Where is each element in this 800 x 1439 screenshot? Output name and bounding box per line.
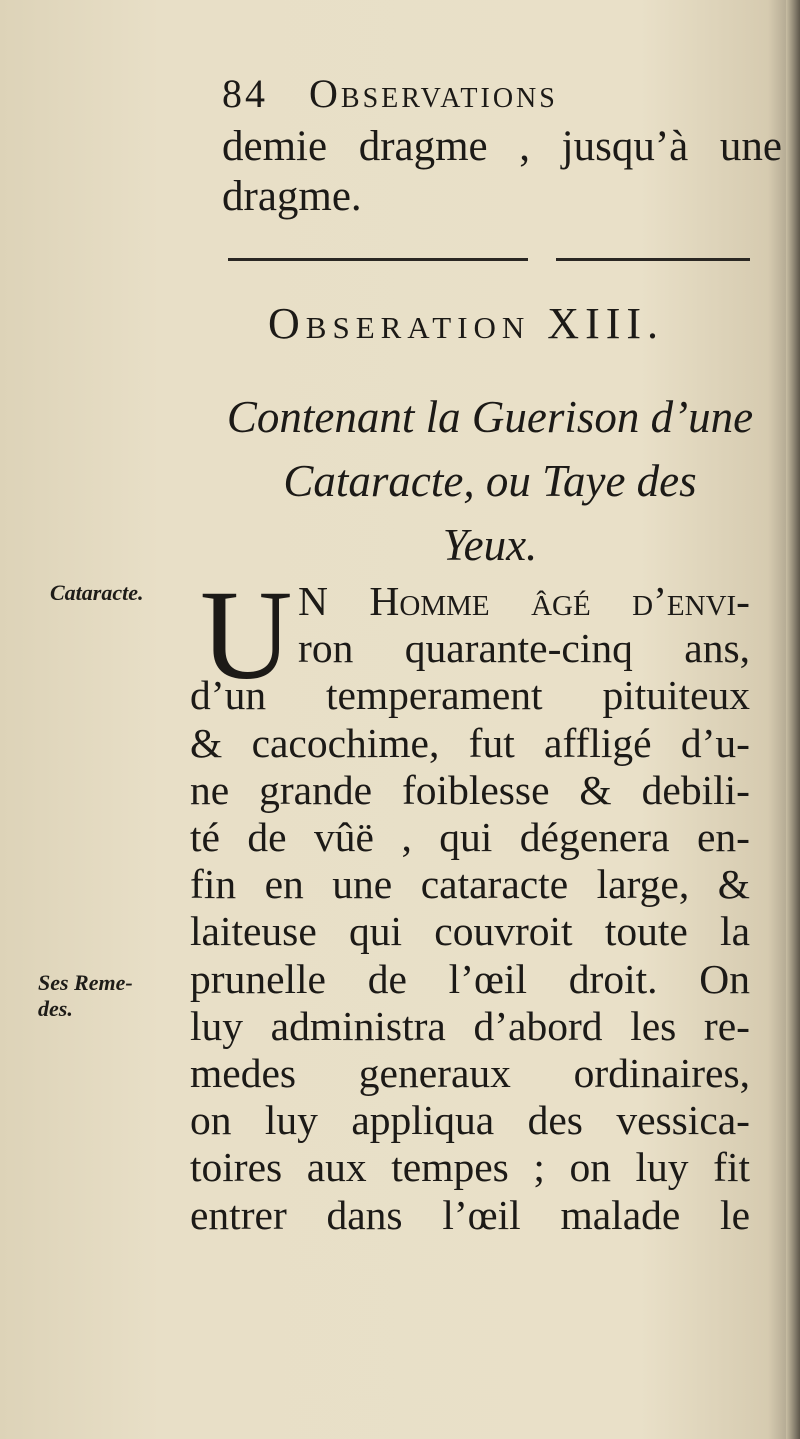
section-rule-left: [228, 258, 528, 261]
carryover-text: [222, 122, 782, 222]
body-line: entrer dans l’œil malade le: [190, 1191, 750, 1238]
subtitle-line-3: Yeux.: [442, 520, 538, 570]
observation-subtitle: [200, 385, 780, 577]
running-header: [222, 70, 782, 117]
running-title: Observations: [309, 71, 558, 116]
book-spine-shadow: [786, 0, 800, 1439]
body-line: d’un temperament pituiteux: [190, 672, 750, 719]
body-text: [190, 564, 750, 1239]
observation-heading: Obseration XIII.: [268, 299, 665, 348]
margin-note-remedes: [38, 970, 133, 1022]
body-line: & cacochime, fut affligé d’u-: [190, 719, 750, 766]
body-line: fin en une cataracte large, &: [190, 861, 750, 908]
carryover-line-1: demie dragme , jusqu’à une: [222, 123, 782, 170]
body-line: toires aux tempes ; on luy fit: [190, 1144, 750, 1191]
margin-note-cataracte: Cataracte.: [50, 580, 144, 605]
carryover-line-2: dragme.: [222, 173, 362, 220]
body-line: prunelle de l’œil droit. On: [190, 955, 750, 1002]
margin-note-remedes-line-1: Ses Reme-: [38, 970, 133, 995]
body-line: ron quarante-cinq ans,: [298, 625, 750, 672]
body-line: luy administra d’abord les re-: [190, 1002, 750, 1049]
body-line: medes generaux ordinaires,: [190, 1050, 750, 1097]
drop-cap: U: [200, 564, 293, 706]
body-line: ne grande foiblesse & debili-: [190, 766, 750, 813]
body-line: N Homme âgé d’envi-: [298, 578, 750, 624]
subtitle-line-2: Cataracte, ou Taye des: [283, 456, 697, 506]
body-line: laiteuse qui couvroit toute la: [190, 908, 750, 955]
subtitle-line-1: Contenant la Guerison d’une: [226, 392, 754, 442]
page-number: 84: [222, 71, 268, 116]
body-line: té de vûë , qui dégenera en-: [190, 814, 750, 861]
margin-note-remedes-line-2: des.: [38, 996, 73, 1021]
body-line: on luy appliqua des vessica-: [190, 1097, 750, 1144]
section-rule-right: [556, 258, 750, 261]
